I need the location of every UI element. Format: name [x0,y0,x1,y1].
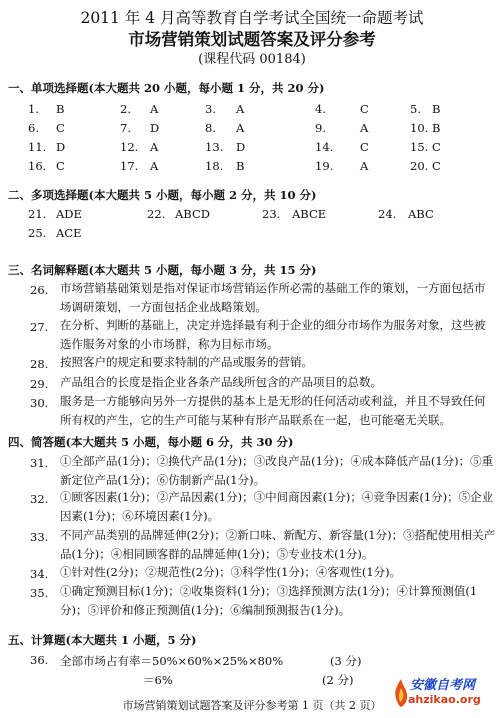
answer-text: ①确定预测目标(1分)；②收集资料(1分)；③选择预测方法(1分)；④计算预测值(1分)；⑤评价和修正预测值(1分)；⑥编制预测报告(1分)。 [60,584,478,617]
question-number: 7. [120,121,131,135]
question-number: 20. [410,159,429,173]
question-number: 21. [28,207,47,221]
answer-choice: B [432,121,441,135]
answer-text: 产品组合的长度是指企业各条产品线所包含的产品项目的总数。 [60,375,382,389]
question-number: 1. [28,102,39,116]
answer-text: 不同产品类别的品牌延伸(2分)；②新口味、新配方、新容量(1分)；③搭配使用相关产品(1分)；④相同顾客群的品牌延伸(1分)；⑤专业技术(1分)。 [60,528,496,561]
question-number: 11. [28,140,47,154]
calc-score-1: (3 分) [330,654,362,668]
answer-text: ①顾客因素(1分)；②产品因素(1分)；③中间商因素(1分)；④竞争因素(1分)；⑤企业因素(1分)；⑥环境因素(1分)。 [60,490,494,523]
answer-choice: A [360,159,369,173]
answer-choice: B [56,102,65,116]
answer-choice: C [56,121,65,135]
question-number: 29. [30,377,49,391]
answer-text: 按照客户的规定和要求特制的产品或服务的营销。 [60,355,313,369]
section5-title: 五、计算题(本大题共 1 小题，5 分) [8,633,197,647]
answer-choice: C [360,102,369,116]
question-number: 24. [378,207,397,221]
answer-choice: ABCE [292,207,327,221]
exam-header-line: 2011 年 4 月高等教育自学考试全国统一命题考试 [80,9,424,27]
question-number: 4. [315,102,326,116]
question-number: 10. [410,121,429,135]
answer-text: ①全部产品(1分)；②换代产品(1分)；③改良产品(1分)；④成本降低产品(1分)；⑤重新定位产品(1分)；⑥仿制新产品(1分)。 [60,454,494,487]
document-title: 市场营销策划试题答案及评分参考 [128,30,376,49]
question-number: 32. [30,492,49,506]
question-number: 15. [410,140,429,154]
answer-choice: ADE [56,207,82,221]
section1-title: 一、单项选择题(本大题共 20 小题，每小题 1 分，共 20 分) [8,81,325,95]
question-number: 33. [30,530,49,544]
question-number: 8. [205,121,216,135]
course-code: (课程代码 00184) [198,52,306,67]
question-number: 34. [30,567,49,581]
calc-line-1: 全部市场占有率＝50%×60%×25%×80% [60,654,284,668]
watermark-line2: ahzikao.org [408,693,481,706]
answer-choice: C [360,140,369,154]
question-number: 18. [205,159,224,173]
site-watermark [392,674,500,714]
question-number: 35. [30,586,49,600]
section2-title: 二、多项选择题(本大题共 5 小题，每小题 2 分，共 10 分) [8,188,317,202]
question-number: 6. [28,121,39,135]
answer-choice: A [150,102,159,116]
watermark-line1: 安徽自考网 [410,678,476,693]
answer-choice: A [236,102,245,116]
question-number: 19. [315,159,334,173]
answer-text: 在分析、判断的基础上，决定并选择最有利于企业的细分市场作为服务对象，这些被选作服务对象的小市场群，称为目标市场。 [60,318,486,351]
question-number: 13. [205,140,224,154]
answer-choice: C [56,159,65,173]
question-number: 17. [120,159,139,173]
question-number: 2. [120,102,131,116]
question-number: 25. [28,226,47,240]
question-number: 14. [315,140,334,154]
answer-choice: C [432,140,441,154]
question-number: 9. [315,121,326,135]
answer-choice: ABC [408,207,434,221]
answer-text: ①针对性(2分)；②规范性(2分)；③科学性(1分)；④客观性(1分)。 [60,565,402,579]
question-number: 23. [262,207,281,221]
question-number: 31. [30,456,49,470]
answer-choice: D [236,140,246,154]
answer-choice: B [432,102,441,116]
answer-choice: D [150,121,160,135]
question-number: 28. [30,357,49,371]
section4-title: 四、简答题(本大题共 5 小题，每小题 6 分，共 30 分) [8,435,294,449]
question-number: 36. [30,653,49,667]
answer-choice: D [56,140,66,154]
answer-choice: A [360,121,369,135]
question-number: 12. [120,140,139,154]
answer-choice: ABCD [175,207,210,221]
question-number: 30. [30,396,49,410]
section3-title: 三、名词解释题(本大题共 5 小题，每小题 3 分，共 15 分) [8,263,317,277]
answer-choice: C [432,159,441,173]
question-number: 16. [28,159,47,173]
answer-choice: A [236,121,245,135]
answer-text: 市场营销基础策划是指对保证市场营销运作所必需的基础工作的策划，一方面包括市场调研策划，一方面包括企业战略策划。 [60,281,486,314]
calc-line-2: ＝6% [143,673,173,687]
answer-choice: ACE [56,226,82,240]
question-number: 22. [147,207,166,221]
answer-choice: A [150,140,159,154]
question-number: 26. [30,283,49,297]
question-number: 3. [205,102,216,116]
answer-choice: B [236,159,245,173]
answer-text: 服务是一方能够向另外一方提供的基本上是无形的任何活动或利益，并且不导致任何所有权的产生，它的生产可能与某种有形产品联系在一起，也可能毫无关联。 [60,394,486,427]
page-footer: 市场营销策划试题答案及评分参考第 1 页（共 2 页） [122,699,382,712]
answer-choice: A [150,159,159,173]
calc-score-2: (2 分) [322,673,354,687]
question-number: 5. [410,102,421,116]
question-number: 27. [30,320,49,334]
